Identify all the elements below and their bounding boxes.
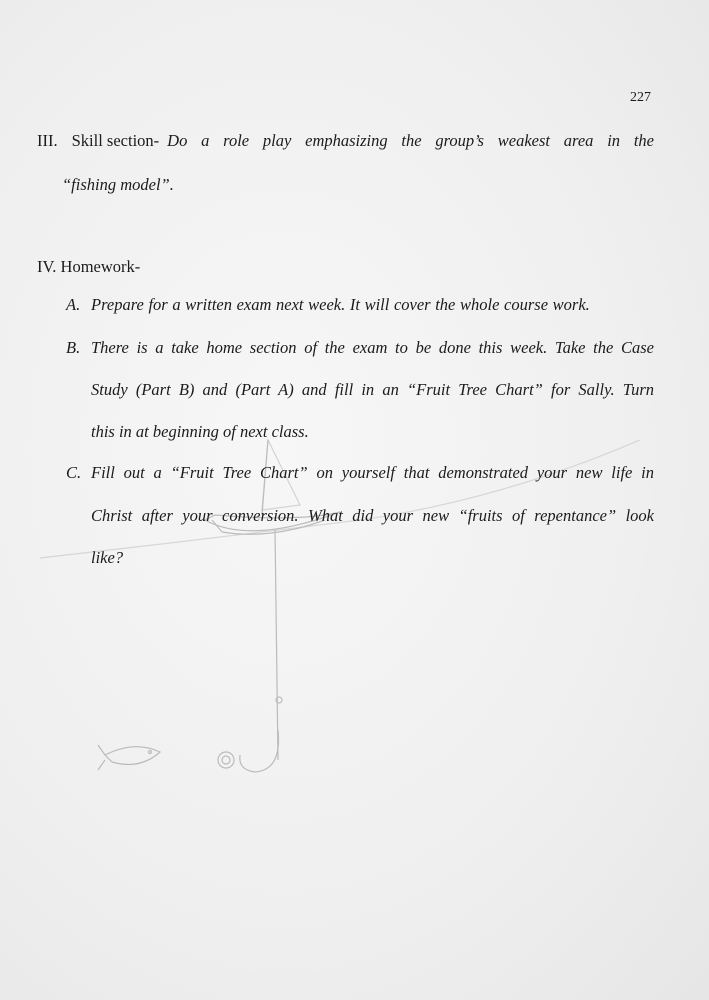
homework-item-c-line-3: like? <box>91 548 124 567</box>
section-iii-heading: Skill section- <box>71 131 160 150</box>
homework-item-c-line-2: Christ after your conversion. What did your new “fruits of repentance” look <box>91 506 654 525</box>
homework-item-b-line-3: this in at beginning of next class. <box>91 422 309 441</box>
homework-item-a-marker: A. <box>66 295 81 314</box>
section-iii-line-1 <box>37 131 654 151</box>
homework-item-c-marker: C. <box>66 463 82 482</box>
homework-item-a-line-1: Prepare for a written exam next week. It will cover the whole course work. <box>91 295 590 314</box>
homework-item-b-line-1: There is a take home section of the exam to be done this week. Take the Case <box>91 338 654 357</box>
homework-item-c-line-1: Fill out a “Fruit Tree Chart” on yourself that demonstrated your new life in <box>91 463 654 482</box>
homework-item-b-line-2: Study (Part B) and (Part A) and fill in an “Fruit Tree Chart” for Sally. Turn <box>91 380 654 399</box>
section-iii-text-line-1: Do a role play emphasizing the group’s weakest area in the <box>167 131 654 150</box>
page-number: 227 <box>630 90 651 105</box>
section-iii-label: III. <box>37 131 58 150</box>
section-iv-heading: IV. Homework- <box>37 257 141 276</box>
homework-item-b-marker: B. <box>66 338 81 357</box>
section-iii-text-line-2: “fishing model”. <box>62 175 174 194</box>
